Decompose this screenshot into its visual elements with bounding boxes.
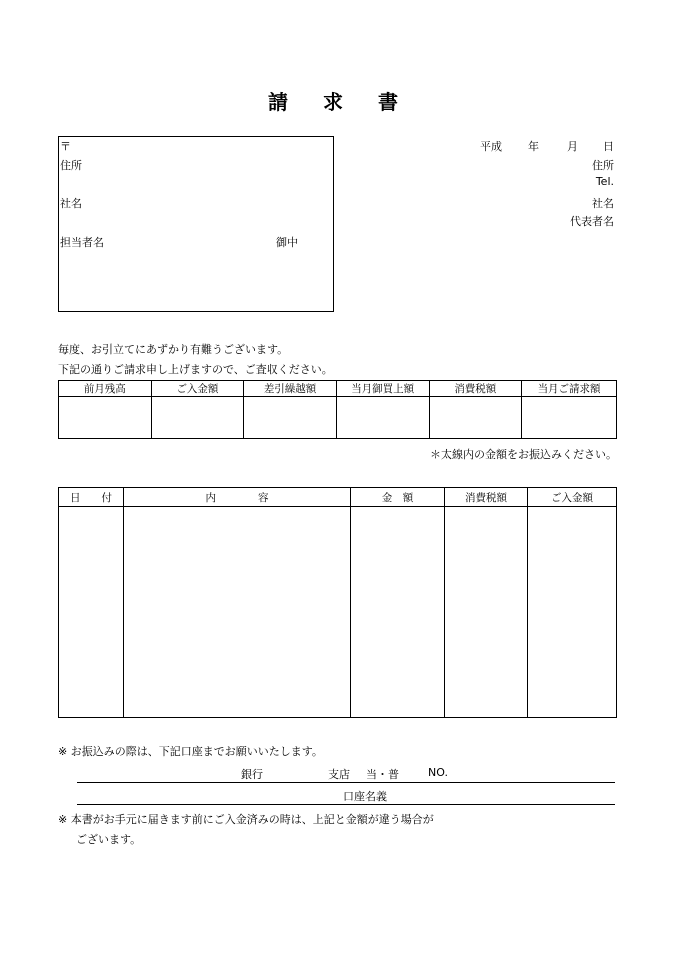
- issuer-address-label: 住所: [592, 159, 614, 172]
- bank-line: [77, 782, 615, 783]
- account-no-label: NO.: [428, 766, 448, 779]
- date-day: 日: [603, 140, 614, 153]
- greeting-line-2: 下記の通りご請求申し上げますので、ご査収ください。: [58, 363, 333, 376]
- summary-cell: [522, 397, 617, 439]
- detail-cell: [528, 507, 617, 718]
- bank-note: ※ お振込みの際は、下記口座までお願いいたします。: [58, 745, 323, 758]
- date-year: 年: [528, 140, 539, 153]
- detail-cell: [124, 507, 351, 718]
- summary-header-row: [59, 381, 617, 397]
- detail-cell: [59, 507, 124, 718]
- page-title: 請 求 書: [268, 90, 412, 114]
- issuer-tel-label: Tel.: [595, 175, 614, 188]
- summary-value-row: [59, 397, 617, 439]
- recipient-box: [58, 136, 334, 312]
- honorific: 御中: [276, 236, 298, 249]
- recipient-address-label: 住所: [60, 159, 82, 172]
- branch-label: 支店: [328, 768, 350, 781]
- detail-header: ご入金額: [528, 488, 617, 507]
- recipient-company-label: 社名: [60, 197, 82, 210]
- summary-cell: [429, 397, 522, 439]
- issuer-rep-label: 代表者名: [570, 215, 614, 228]
- summary-cell: [336, 397, 429, 439]
- footer-line-2: ございます。: [76, 833, 142, 846]
- summary-table: [58, 380, 617, 439]
- detail-cell: [351, 507, 445, 718]
- detail-cell: [445, 507, 528, 718]
- summary-header: 差引繰越額: [244, 381, 337, 397]
- summary-note: ＊太線内の金額をお振込みください。: [430, 448, 617, 461]
- date-month: 月: [567, 140, 578, 153]
- detail-table: [58, 487, 617, 718]
- detail-header: 内 容: [124, 488, 351, 507]
- date-era: 平成: [480, 140, 502, 153]
- account-type-label: 当・普: [366, 768, 399, 781]
- footer-line-1: ※ 本書がお手元に届きます前にご入金済みの時は、上記と金額が違う場合が: [58, 813, 434, 826]
- summary-cell: [151, 397, 244, 439]
- account-holder-label: 口座名義: [343, 790, 387, 803]
- holder-line: [77, 804, 615, 805]
- recipient-person-label: 担当者名: [60, 236, 104, 249]
- bank-label: 銀行: [241, 768, 263, 781]
- summary-cell: [244, 397, 337, 439]
- summary-header: 当月御買上額: [336, 381, 429, 397]
- summary-header: 消費税額: [429, 381, 522, 397]
- summary-header: ご入金額: [151, 381, 244, 397]
- postal-mark: 〒: [60, 140, 71, 153]
- detail-header: 金 額: [351, 488, 445, 507]
- summary-header: 前月残高: [59, 381, 152, 397]
- summary-cell: [59, 397, 152, 439]
- detail-header: 日 付: [59, 488, 124, 507]
- summary-header: 当月ご請求額: [522, 381, 617, 397]
- detail-body-row: [59, 507, 617, 718]
- detail-header-row: [59, 488, 617, 507]
- greeting-line-1: 毎度、お引立てにあずかり有難うございます。: [58, 343, 289, 356]
- issuer-company-label: 社名: [592, 197, 614, 210]
- detail-header: 消費税額: [445, 488, 528, 507]
